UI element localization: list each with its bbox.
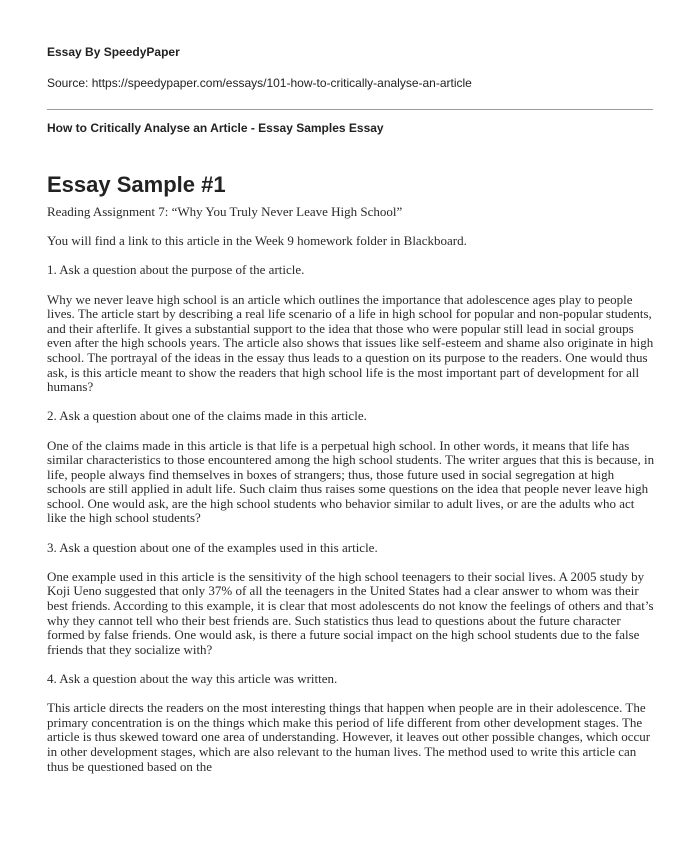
source-line: Source: https://speedypaper.com/essays/101-how-to-critically-analyse-an-article	[47, 76, 472, 90]
essay-body	[47, 205, 655, 789]
question-2: 2. Ask a question about one of the claims made in this article.	[47, 408, 367, 424]
essay-heading: Essay Sample #1	[47, 172, 226, 197]
answer-3: One example used in this article is the sensitivity of the high school teenagers to their social lives. A 2005 study by Koji Ueno suggested that only 37% of all the teenagers in the United States had a clear answer to whom was their best friends. According to this example, it is clear that most adolescents do not know the feelings of others and that’s why they cannot tell who their best friends are. Such statistics thus lead to questions about the future character formed by false friends. One would ask, is there a future social impact on the high school students due to the false friends that they socialize with?	[47, 568, 654, 657]
answer-2: One of the claims made in this article is that life is a perpetual high school. In other words, it means that life has similar characteristics to those encountered among the high school students. The writer argues that this is because, in life, people always find themselves in boxes of strangers; thus, those future used in social segregation at high schools are still applied in adult life. Such claim thus raises some questions on the idea that people never leave high school. One would ask, are the high school students who behavior similar to adult lives, or are the adults who act like the high school students?	[47, 437, 655, 526]
question-4: 4. Ask a question about the way this article was written.	[47, 671, 338, 686]
paragraph-2: You will find a link to this article in the Week 9 homework folder in Blackboard.	[47, 233, 467, 249]
document-header	[47, 44, 657, 91]
question-3: 3. Ask a question about one of the examples used in this article.	[47, 539, 378, 555]
answer-1: Why we never leave high school is an article which outlines the importance that adolescence ages play to people lives. The article start by describing a real life scenario of a life in high school for popular and non-popular students, and their afterlife. It gives a substantial support to the idea that those who were popular still lead in social groups even after the high schools years. The article also shows that issues like self-esteem and shame also originate in high school. The portrayal of the ideas in the essay thus leads to a question on its purpose to the readers. One would thus ask, is this article meant to show the readers that high school life is the most important part of development for all humans?	[47, 291, 654, 395]
brand-label: Essay By SpeedyPaper	[47, 45, 180, 59]
header-divider	[47, 109, 653, 110]
paragraph-1: Reading Assignment 7: “Why You Truly Never Leave High School”	[47, 204, 403, 219]
question-1: 1. Ask a question about the purpose of the article.	[47, 262, 305, 278]
answer-4: This article directs the readers on the most interesting things that happen when people are in their adolescence. The primary concentration is on the things which make this period of life different from other development stages. The article is thus skewed toward one area of understanding. However, it leaves out other possible changes, which occur in other development stages, which are also relevant to the human lives. The method used to write this article can thus be questioned based on the	[47, 700, 651, 774]
document-title: How to Critically Analyse an Article - Essay Samples Essay	[47, 121, 384, 135]
